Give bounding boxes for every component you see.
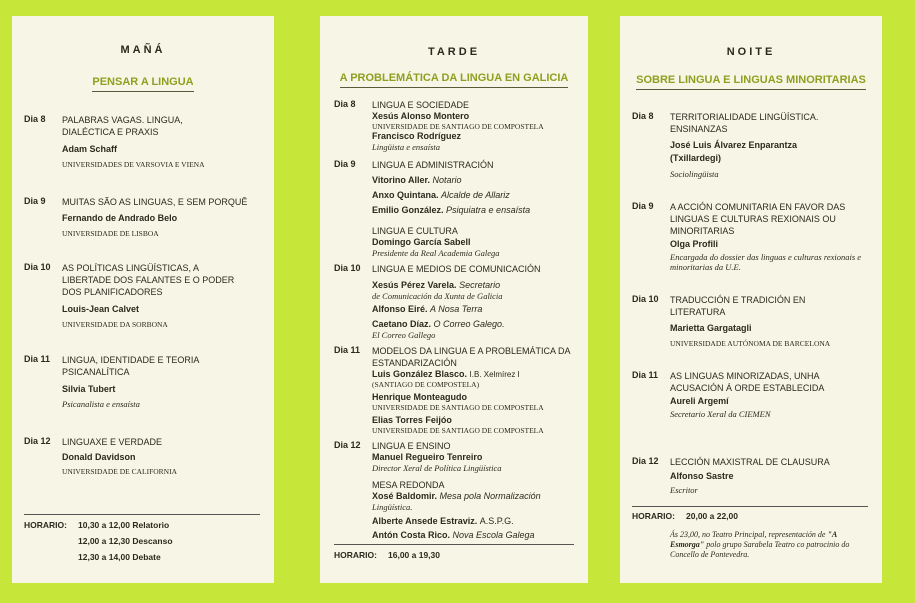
divider	[632, 506, 868, 507]
speaker-role: Director Xeral de Política Lingüística	[372, 463, 502, 473]
speaker-name: Elias Torres Feijóo	[372, 415, 452, 425]
speaker-role: Lingüista e ensaísta	[372, 142, 441, 152]
speaker-line: Xesús Pérez Varela. Secretario	[372, 280, 501, 290]
speaker-line: Caetano Díaz. O Correo Galego.	[372, 319, 505, 329]
panel-title: MAÑÁ	[120, 44, 166, 56]
speaker-name: Adam Schaff	[62, 144, 118, 154]
speaker-line: Emilio González. Psiquiatra e ensaísta	[372, 205, 531, 215]
speaker-affiliation: UNIVERSIDADE DE SANTIAGO DE COMPOSTELA	[372, 403, 544, 412]
schedule-label: HORARIO:	[24, 520, 67, 530]
speaker-role: Encargada do dossier das linguas e culturas rexionais e minoritarias da U.E.	[670, 252, 862, 272]
speaker-name: Xesús Alonso Montero	[372, 111, 470, 121]
day-label: Dia 11	[334, 345, 361, 355]
speaker-affiliation: UNIVERSIDADE DA SORBONA	[62, 320, 168, 329]
speaker-role: Sociolingüista	[670, 169, 719, 179]
talk-title: TERRITORIALIDADE LINGÜÍSTICA. ENSINANZAS	[670, 112, 819, 134]
speaker-name: Henrique Monteagudo	[372, 392, 467, 402]
day-label: Dia 8	[334, 99, 356, 109]
panel-noite	[620, 16, 882, 583]
day-label: Dia 10	[334, 263, 361, 273]
schedule-row: 10,30 a 12,00 Relatorio	[78, 520, 170, 530]
speaker-line: Vitorino Aller. Notario	[372, 175, 462, 185]
speaker-name: Silvia Tubert	[62, 384, 116, 394]
speaker-line: Antón Costa Rico. Nova Escola Galega	[372, 530, 535, 540]
talk-title: MUITAS SÃO AS LINGUAS, E SEM PORQUÊ	[62, 197, 248, 207]
schedule-row: 20,00 a 22,00	[686, 511, 738, 521]
speaker-line: Luis González Blasco. I.B. Xelmírez I	[372, 369, 520, 379]
day-label: Dia 11	[24, 354, 51, 364]
talk-title: LINGUAXE E VERDADE	[62, 437, 163, 447]
speaker-name: Louis-Jean Calvet	[62, 304, 140, 314]
speaker-name: Manuel Regueiro Tenreiro	[372, 452, 483, 462]
speaker-name: Fernando de Andrado Belo	[62, 213, 178, 223]
day-label: Dia 9	[334, 159, 356, 169]
talk-title: LINGUA E SOCIEDADE	[372, 100, 470, 110]
divider	[24, 514, 260, 515]
day-label: Dia 9	[632, 201, 654, 211]
speaker-role: Secretario Xeral da CIEMEN	[670, 409, 771, 419]
talk-title: TRADUCCIÓN E TRADICIÓN EN LITERATURA	[670, 295, 806, 317]
schedule-label: HORARIO:	[632, 511, 675, 521]
talk-title: LINGUA E MEDIOS DE COMUNICACIÓN	[372, 264, 541, 274]
panel-subtitle: SOBRE LINGUA E LINGUAS MINORITARIAS	[620, 74, 882, 90]
panel-subtitle: A PROBLEMÁTICA DA LINGUA EN GALICIA	[320, 72, 588, 88]
schedule-row: 16,00 a 19,30	[388, 550, 440, 560]
panel-title: NOITE	[726, 46, 776, 58]
talk-title: MESA REDONDA	[372, 480, 445, 490]
panel-subtitle: PENSAR A LINGUA	[12, 76, 274, 92]
speaker-name: Domingo García Sabell	[372, 237, 471, 247]
speaker-line: Alberte Ansede Estraviz. A.S.P.G.	[372, 516, 514, 526]
speaker-name: Olga Profili	[670, 239, 719, 249]
talk-title: LECCIÓN MAXISTRAL DE CLAUSURA	[670, 457, 830, 467]
speaker-line: Xosé Baldomir. Mesa pola Normalización	[372, 491, 541, 501]
speaker-role: Psicanalista e ensaísta	[62, 399, 140, 409]
speaker-name: José Luis Álvarez Enparantza	[670, 140, 798, 150]
panel-tarde	[320, 16, 588, 583]
speaker-affiliation: UNIVERSIDADES DE VARSOVIA E VIENA	[62, 160, 205, 169]
speaker-affiliation: (SANTIAGO DE COMPOSTELA)	[372, 380, 480, 389]
talk-title: AS POLÍTICAS LINGÜÍSTICAS, A LIBERTADE DOS FALANTES E O PODER DOS PLANIFICADORES	[62, 263, 235, 297]
day-label: Dia 8	[632, 111, 654, 121]
speaker-affiliation: UNIVERSIDADE DE LISBOA	[62, 229, 159, 238]
speaker-name: Donald Davidson	[62, 452, 136, 462]
talk-title: LINGUA, IDENTIDADE E TEORIA PSICANALÍTICA	[62, 355, 199, 377]
talk-title: MODELOS DA LINGUA E A PROBLEMÁTICA DA ESTANDARIZACIÓN	[372, 346, 571, 368]
talk-title: AS LINGUAS MINORIZADAS, UNHA ACUSACIÓN Á ORDE ESTABLECIDA	[670, 371, 825, 393]
event-note: Ás 23,00, no Teatro Principal, representación de "A Esmorga" polo grupo Sarabela Teatro co patrocinio do Concello de Pontevedra.	[670, 530, 850, 559]
day-label: Dia 9	[24, 196, 46, 206]
day-label: Dia 10	[632, 294, 659, 304]
talk-title: A ACCIÓN COMUNITARIA EN FAVOR DAS LINGUAS E CULTURAS REXIONAIS OU MINORITARIAS	[670, 202, 846, 236]
speaker-line: Anxo Quintana. Alcalde de Allariz	[372, 190, 510, 200]
speaker-role: Escritor	[670, 485, 698, 495]
speaker-role: El Correo Gallego	[372, 330, 436, 340]
talk-title: LINGUA E ENSINO	[372, 441, 451, 451]
speaker-name: Francisco Rodríguez	[372, 131, 462, 141]
divider	[334, 544, 574, 545]
day-label: Dia 10	[24, 262, 51, 272]
speaker-line: Alfonso Eiré. A Nosa Terra	[372, 304, 483, 314]
day-label: Dia 8	[24, 114, 46, 124]
day-label: Dia 11	[632, 370, 659, 380]
schedule-label: HORARIO:	[334, 550, 377, 560]
talk-title: LINGUA E CULTURA	[372, 226, 458, 236]
speaker-role: de Comunicación da Xunta de Galicia	[372, 291, 503, 301]
panel-mana	[12, 16, 274, 583]
speaker-name: (Txillardegi)	[670, 153, 722, 163]
speaker-role: Presidente da Real Academia Galega	[372, 248, 500, 258]
speaker-affiliation: UNIVERSIDADE DE SANTIAGO DE COMPOSTELA	[372, 426, 544, 435]
speaker-name: Aureli Argemí	[670, 396, 729, 406]
speaker-name: Marietta Gargatagli	[670, 323, 752, 333]
speaker-role: Lingüística.	[372, 502, 413, 512]
speaker-affiliation: UNIVERSIDADE DE SANTIAGO DE COMPOSTELA	[372, 122, 544, 131]
panel-title: TARDE	[427, 46, 481, 58]
speaker-affiliation: UNIVERSIDADE AUTÓNOMA DE BARCELONA	[670, 339, 831, 348]
speaker-affiliation: UNIVERSIDADE DE CALIFORNIA	[62, 467, 177, 476]
day-label: Dia 12	[24, 436, 51, 446]
schedule-row: 12,30 a 14,00 Debate	[78, 552, 161, 562]
day-label: Dia 12	[334, 440, 361, 450]
day-label: Dia 12	[632, 456, 659, 466]
schedule-row: 12,00 a 12,30 Descanso	[78, 536, 173, 546]
talk-title: PALABRAS VAGAS. LINGUA, DIALÉCTICA E PRAXIS	[62, 115, 183, 137]
talk-title: LINGUA E ADMINISTRACIÓN	[372, 160, 494, 170]
speaker-name: Alfonso Sastre	[670, 471, 734, 481]
